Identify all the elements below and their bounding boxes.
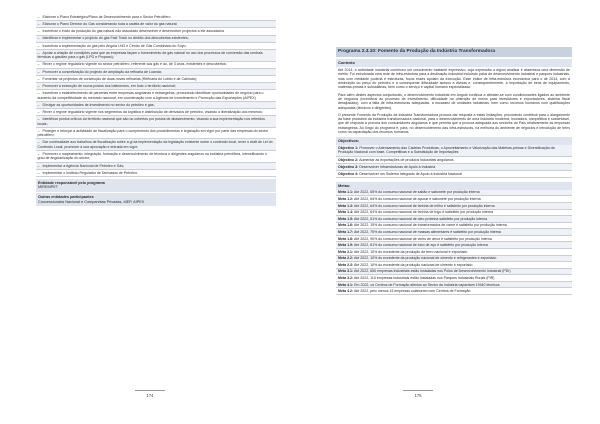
activity-text: Promover a execução de novos postos dos batimentos, em todo o território nacional; [42, 83, 176, 88]
meta-row [336, 288, 572, 295]
context-paragraph: Até 2014, a actividade industrial conheceu um crescimento bastante expressivo, cuja expressão a algum analisar é assentava uma dimensão de mérito. Foi estruturada uma rede de infra-estrutura para a destinação industrial incluindo polos de desenvolvimento industrial e parques industriais, mas com mediante poderia e estruturas, focos esses apoiam da execução. Esse índice de infra-estrutura económica para o de 2014, com a diminuição do preço do petróleo e a consequente dificuldade acesso a divisas e, consequentemente, à importação de bens de equipamento, matérias-primas e subsidiárias, bem como o serviço e capital humano especializado. [338, 68, 570, 90]
activity-item [36, 90, 276, 102]
activity-text: Dar continuidade aos trabalhos de fiscalização sobre a gi da implementação da legislação existente sobre o conteúdo local, rever o draft de Lei do Conteúdo Local, promover a sua aprovação e entrada em vigor; [37, 140, 273, 149]
objective-text: Promover o Adensamento das Cadeias Produtivas, o Aproveitamento e Valorização das Matérias-primas e Diversificação da Produção Nacional com base, Competitivas e a Substituição de Importações [338, 146, 555, 155]
activity-item [36, 76, 276, 83]
activity-text: Promover o mapeamento, integração, formação e desenvolvimento de técnicos e dirigentes angolanos na indústria petrolífera, intensificando o grau de angolanização do sector; [37, 151, 267, 161]
metas-heading: Metas: [336, 182, 572, 190]
activity-text: Rever o regime regulatório vigente no sector petrolífero, referente aos gás e ao, de 3 anos, existentes e descobertos; [42, 62, 227, 67]
bullet-dash: – [37, 91, 40, 96]
activity-text: Implementar o Instituto Regulador de Derivados de Petróleo. [42, 170, 138, 175]
meta-row [336, 249, 572, 256]
meta-label: Meta 1.4: [338, 210, 354, 215]
objective-label: Objectivo 1: [338, 146, 359, 151]
meta-row [336, 216, 572, 223]
metas-list [336, 190, 572, 295]
objective-row [336, 157, 572, 164]
meta-text: Até 2022, 61% do consumo nacional de tubo de aço é satisfeito por produção interna [353, 243, 488, 248]
program-title: Programa 2.3.10: Fomento da Produção da Indústria Transformadora [336, 47, 572, 57]
bullet-dash: – [37, 140, 40, 145]
activity-text: Incentivar o início da produção do gás natural não associado desenvolver e desenvolver projectos a ele associados [42, 29, 225, 34]
objective-row [336, 171, 572, 178]
meta-text: Até 2022, 10% do excedente da produção de ferro nacional é exportado [353, 249, 468, 254]
participants-box [36, 193, 276, 206]
activity-text: Fomentar os projectos de construção de duas novas refinarias (Refinaria do Lobito e de Cabinda); [42, 76, 197, 81]
activity-item [36, 36, 276, 43]
bullet-dash: – [37, 69, 40, 74]
meta-row [336, 275, 572, 282]
objective-text: Desenvolver Infraestruturas de Apoio à Indústria [359, 164, 436, 169]
meta-label: Meta 1.3: [338, 203, 354, 208]
participants-title: Outras entidades participantes [38, 195, 94, 200]
activity-item [36, 116, 276, 128]
meta-text: Até 2022, 61% do consumo nacional de óleo proteína satisfeito por produção interna [353, 216, 488, 221]
objective-text: Desenvolver um Sistema Integrado de Apoio à Indústria Nacional [359, 171, 462, 176]
participants-value: Concessionária Nacional e Companhias Privadas, MEP, AIPEX [38, 199, 145, 204]
objectives-list [336, 145, 572, 178]
program-block [336, 47, 572, 295]
activity-text: Incentivar a implementação do gás pelo Angola LNG e Centro de Gás Combinado do Soyo; [42, 43, 187, 48]
right-page [300, 0, 600, 424]
meta-text: Até 2022, pelo menos 15 empresas colaboram com Centros de Formação [353, 289, 471, 294]
activity-item [36, 109, 276, 116]
meta-row [336, 236, 572, 243]
context-heading: Contexto [336, 59, 572, 67]
meta-label: Meta 2.1: [338, 249, 354, 254]
context-paragraph: Para além destes aspectos conjunturais, o desenvolvimento industrial em Angola continua a debater-se com condicionantes ligados ao ambiente de negócios (incentivos ao processo de investimento, dificuldade na obtenção de meios para investidores e exportadores, sistema fiscal desajustado), com a falta de infra-estruturas adequadas, a escassez de unidades industriais, bem como recursos humanos com qualificações adequadas (técnicos e dirigentes). [338, 92, 570, 110]
bullet-dash: – [37, 36, 40, 41]
meta-text: Até 2022, 75% do consumo nacional de massas alimentares é satisfeito por produção interna [353, 229, 501, 234]
activity-item [36, 21, 276, 28]
responsible-entity-box [36, 179, 276, 192]
meta-text: Até 2022, 650 empresas industriais estão instaladas nos Polos de Desenvolvimento Industrial (PDI) [353, 269, 511, 274]
meta-text: Até 2022, 110 empresas industriais estão instaladas nos Parques Industriais Rurais (PIR) [353, 275, 495, 280]
bullet-dash: – [37, 14, 40, 19]
objective-label: Objectivo 4: [338, 171, 359, 176]
activity-text: Elaborar o Plano Estratégico/Plano de Desenvolvimento para o Sector Petrolífero [42, 14, 171, 19]
bullet-dash: – [37, 163, 40, 168]
bullet-dash: – [37, 102, 40, 107]
activity-item [36, 102, 276, 109]
meta-label: Meta 1.1: [338, 190, 354, 195]
meta-row [336, 269, 572, 276]
bullet-dash: – [37, 50, 40, 55]
bullet-dash: – [37, 83, 40, 88]
activity-text: Apoiar a criação de condições para que as empresas façam o fornecimento de gás natural no uso dos processos de conversão das centrais térmicas a gasóleo para o gás (LPG e Propano); [37, 50, 263, 60]
meta-label: Meta 1.2: [338, 197, 354, 202]
bullet-dash: – [37, 109, 40, 114]
activity-item [36, 139, 276, 151]
responsible-entity-title: Entidade responsável pelo programa [38, 180, 105, 185]
activity-text: Rever o regime regulatório vigente nos segmentos da logística e distribuição de derivados de petróleo, visando a liberalização dos mesmos; [42, 109, 263, 114]
objective-text: Aumentar as exportações de produtos industriais angolanos [359, 157, 454, 162]
activity-text: Implementar a Agência Nacional de Petróleo e Gás; [42, 163, 125, 168]
meta-text: Até 2022, 10% do excedente da produção nacional de cimento e refrigerantes é exportado [353, 256, 497, 261]
objective-label: Objectivo 3: [338, 164, 359, 169]
activity-item [36, 128, 276, 140]
activity-text: Identificar pontos críticos do território nacional que são ou cobertos por postos de abastecimento, visando a sua implementação nos referidos locais; [37, 117, 265, 126]
bullet-dash: – [37, 151, 40, 156]
activity-item [36, 43, 276, 50]
meta-row [336, 203, 572, 210]
meta-row [336, 282, 572, 289]
page-number-rule-left [135, 390, 165, 391]
spacer [336, 178, 572, 180]
page-number-rule-right [403, 390, 433, 391]
context-paragraph: O presente Fomento da Produção da Indústria Transformadora procura dar resposta a estas limitações, procurando contribuir para o alargamento da base produtiva da indústria transformadora nacional, para o desenvolvimento de uma indústria moderna, inovadora, competitiva e sustentável, que dê resposta à procura dos consumidores angolanos e que permita que a procura adequada aos sectores do País relativamente às empresas estrangeiras. Ao longo do programa é, para, no desenvolvimento das infra-estruturas, na melhoria do ambiente de negócios e introdução de bens como na capacitação dos recursos humanos. [338, 112, 570, 135]
meta-label: Meta 1.6: [338, 223, 354, 228]
meta-row [336, 242, 572, 249]
bullet-dash: – [37, 22, 40, 27]
meta-row [336, 256, 572, 263]
activity-text: Elaborar o Plano Director do Gás considerando toda a cadeia de valor do gás natural; [42, 22, 178, 27]
left-activities-list [36, 14, 276, 206]
meta-label: Meta 1.8: [338, 236, 354, 241]
meta-text: Até 2022, 90% do consumo nacional de vinho de arroz é satisfeito por produção interna [353, 236, 492, 241]
activity-item [36, 69, 276, 76]
activity-item [36, 151, 276, 163]
meta-text: Até 2022, 65% do consumo nacional de sabão e sabonete por produção interna [353, 190, 480, 195]
meta-label: Meta 1.9: [338, 243, 354, 248]
bullet-dash: – [37, 76, 40, 81]
activity-item [36, 62, 276, 69]
context-paragraphs [336, 67, 572, 136]
bullet-dash: – [37, 29, 40, 34]
meta-row [336, 210, 572, 217]
meta-text: Até 2022, 64% do consumo nacional de açúcar e sabonete por produção interna [353, 197, 481, 202]
bullet-dash: – [37, 128, 40, 133]
bullet-dash: – [37, 43, 40, 48]
meta-row [336, 223, 572, 230]
meta-label: Meta 3.2: [338, 275, 354, 280]
bullet-dash: – [37, 62, 40, 67]
activity-item [36, 14, 276, 21]
bullet-dash: – [37, 117, 40, 122]
meta-label: Meta 1.7: [338, 229, 354, 234]
activity-text: Divulgar as oportunidades de investimento no sector do petróleo e gás; [42, 102, 155, 107]
responsible-entity-value: MIREMPET [38, 185, 59, 190]
meta-label: Meta 1.5: [338, 216, 354, 221]
objectives-heading: Objectivos: [336, 137, 572, 145]
activity-text: Proteger e reforçar a actividade de fiscalização para o cumprimento dos procedimentos e legislação em vigor por parte das empresas do sector petrolífero; [37, 128, 269, 138]
page-number-left: 174 [146, 393, 154, 398]
meta-label: Meta 2.3: [338, 262, 354, 267]
meta-text: Até 2022, 64% do consumo nacional de farinha de trigo é satisfeito por produção interna [353, 210, 493, 215]
meta-text: Até 2022, 10% do excedente da produção nacional de cimento é exportado [353, 262, 473, 267]
bullet-dash: – [37, 170, 40, 175]
meta-label: Meta 2.2: [338, 256, 354, 261]
meta-label: Meta 4.2: [338, 289, 354, 294]
meta-row [336, 196, 572, 203]
meta-text: Até 2022, 15% do consumo nacional de transformados de carne é satisfeito por produção interna [353, 223, 507, 228]
meta-row [336, 262, 572, 269]
meta-row [336, 229, 572, 236]
activity-text: Promover a concretização do projecto de ampliação da refinaria de Luanda; [42, 69, 162, 74]
activity-item [36, 163, 276, 170]
meta-text: Em 2022, os Centros de Formação afectos ao Sector da Indústria capacitam 19440 técnicos [354, 282, 500, 287]
meta-label: Meta 4.1: [338, 282, 354, 287]
objective-row [336, 145, 572, 157]
activity-item [36, 50, 276, 62]
activity-item [36, 28, 276, 35]
activity-text: Identificar e implementar o projecto do gás Fast Track no âmbito dos descobertas existentes; [42, 36, 189, 41]
meta-text: Até 2022, 64% do consumo nacional de farinha de milho é satisfeito por produção interna [353, 203, 495, 208]
activity-item [36, 170, 276, 177]
meta-label: Meta 3.1: [338, 269, 354, 274]
meta-row [336, 190, 572, 197]
activity-text: Incentivar o estabelecimento de parcerias entre empresas angolanas e estrangeiras, procurando identificar oportunidades de negócio para o aumento da competitividade do mercado nacional, em coordenação com a Agência de Investimento e Promoção das Exportações (AIPEX) [37, 91, 264, 100]
objective-label: Objectivo 2: [338, 157, 359, 162]
objective-row [336, 164, 572, 171]
activity-item [36, 83, 276, 90]
page-number-right: 175 [414, 393, 422, 398]
